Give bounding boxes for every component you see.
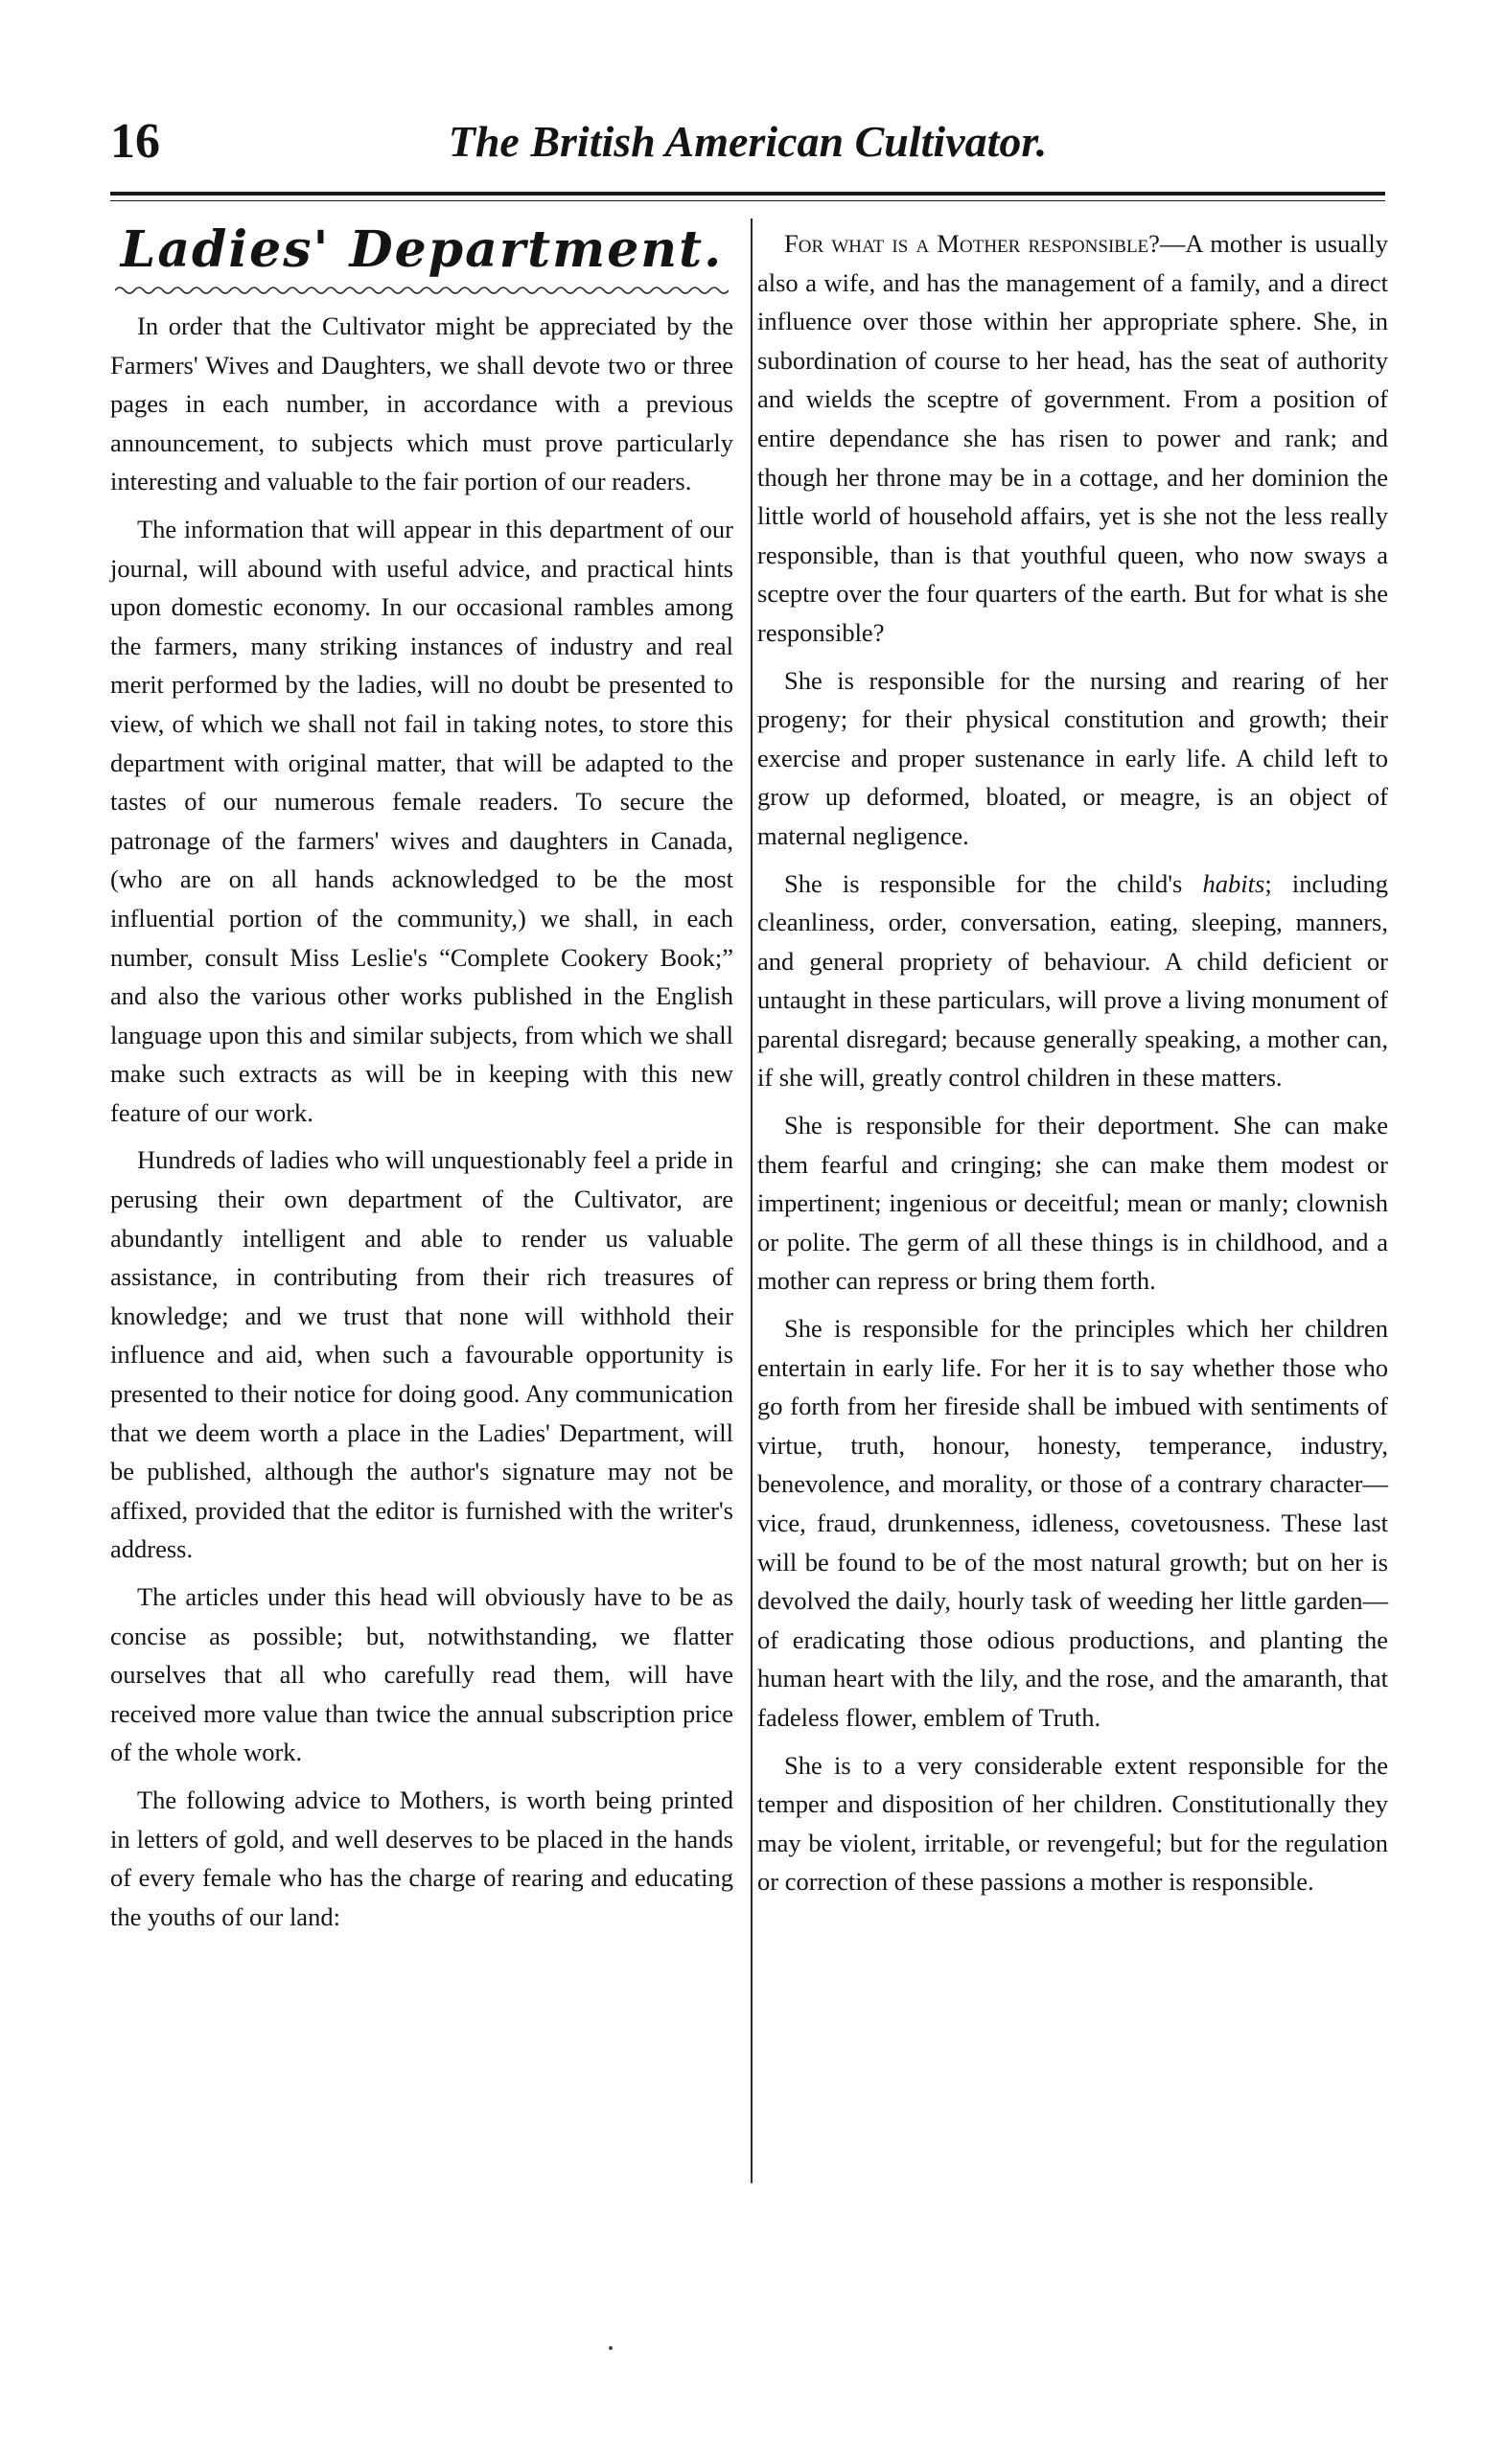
right-paragraph-1-text: —A mother is usually also a wife, and has the management of a family, and a direct influence over those within her appropriate sphere. She, in subordination of course to her head, has the seat of authority and wields the sceptre of government. From a position of entire dependance she has risen to power and rank; and though her throne may be in a cottage, and her dominion the little world of household affairs, yet is she not the less really responsible, than is that youthful queen, who now sways a sceptre over the four quarters of the earth. But for what is she responsible?	[757, 229, 1388, 647]
right-paragraph-3-end: ; including cleanliness, order, conversation, eating, sleeping, manners, and general propriety of behaviour. A child deficient or untaught in these particulars, will prove a living monument of parental disregard; because generally speaking, a mother can, if she will, greatly control children in these matters.	[757, 868, 1388, 1093]
habits-emphasis: habits	[1202, 868, 1265, 898]
print-speck	[609, 2346, 613, 2350]
header-rule-thick	[110, 192, 1385, 196]
journal-title: The British American Cultivator.	[448, 117, 1048, 166]
left-column	[110, 220, 733, 1945]
left-paragraph-5: The following advice to Mothers, is worth being printed in letters of gold, and well deserves to be placed in the hands of every female who has the charge of rearing and educating the youths of our land:	[110, 1785, 733, 1931]
right-paragraph-5: She is responsible for the principles which her children entertain in early life. For her it is to say whether those who go forth from her fireside shall be imbued with sentiments of virtue, truth, honour, honesty, temperance, industry, benevolence, and morality, or those of a contrary character—vice, fraud, drunkenness, idleness, covetousness. These last will be found to be of the most natural growth; but on her is devolved the daily, hourly task of weeding her little garden—of eradicating those odious productions, and planting the human heart with the lily, and the rose, and the amaranth, that fadeless flower, emblem of Truth.	[757, 1314, 1388, 1732]
right-paragraph-3	[757, 864, 1388, 1098]
lead-question: For what is a Mother responsible?	[784, 229, 1160, 258]
left-paragraph-2: The information that will appear in this department of our journal, will abound with useful advice, and practical hints upon domestic economy. In our occasional rambles among the farmers, many striking instances of industry and real merit performed by the ladies, will no doubt be presented to view, of which we shall not fail in taking notes, to store this department with original matter, that will be adapted to the tastes of our numerous female readers. To secure the patronage of the farmers' wives and daughters in Canada, (who are on all hands acknowledged to be the most influential portion of the community,) we shall, in each number, consult Miss Leslie's “Complete Cookery Book;” and also the various other works published in the English language upon this and similar subjects, from which we shall make such extracts as will be in keeping with this new feature of our work.	[110, 514, 733, 1127]
right-paragraph-1	[757, 224, 1388, 653]
department-heading: Ladies' Department.	[120, 220, 724, 279]
right-column	[757, 220, 1388, 1910]
page-number: 16	[110, 114, 160, 169]
left-paragraph-4: The articles under this head will obviously have to be as concise as possible; but, notwithstanding, we flatter ourselves that all who carefully read them, will have received more value than twice the annual subscription price of the whole work.	[110, 1582, 733, 1767]
running-head	[110, 113, 1385, 180]
right-paragraph-6: She is to a very considerable extent responsible for the temper and disposition of her children. Constitutionally they may be violent, irritable, or revengeful; but for the regulation or correction of these passions a mother is responsible.	[757, 1750, 1388, 1897]
right-paragraph-3-start: She is responsible for the child's	[784, 868, 1203, 898]
left-paragraph-3: Hundreds of ladies who will unquestionably feel a pride in perusing their own department of the Cultivator, are abundantly intelligent and able to render us valuable assistance, in contributing from their rich treasures of knowledge; and we trust that none will withhold their influence and aid, when such a favourable opportunity is presented to their notice for doing good. Any communication that we deem worth a place in the Ladies' Department, will be published, although the author's signature may not be affixed, provided that the editor is furnished with the writer's address.	[110, 1145, 733, 1564]
column-divider	[751, 219, 753, 2183]
left-paragraph-1: In order that the Cultivator might be appreciated by the Farmers' Wives and Daughters, we shall devote two or three pages in each number, in accordance with a previous announcement, to subjects which must prove particularly interesting and valuable to the fair portion of our readers.	[110, 311, 733, 496]
header-rule-thin	[110, 200, 1385, 201]
wavy-ornament-rule	[115, 284, 729, 297]
right-paragraph-4: She is responsible for their deportment. She can make them fearful and cringing; she can make them modest or impertinent; ingenious or deceitful; mean or manly; clownish or polite. The germ of all these things is in childhood, and a mother can repress or bring them forth.	[757, 1111, 1388, 1296]
right-paragraph-2: She is responsible for the nursing and rearing of her progeny; for their physical constitution and growth; their exercise and proper sustenance in early life. A child left to grow up deformed, bloated, or meagre, is an object of maternal negligence.	[757, 665, 1388, 850]
